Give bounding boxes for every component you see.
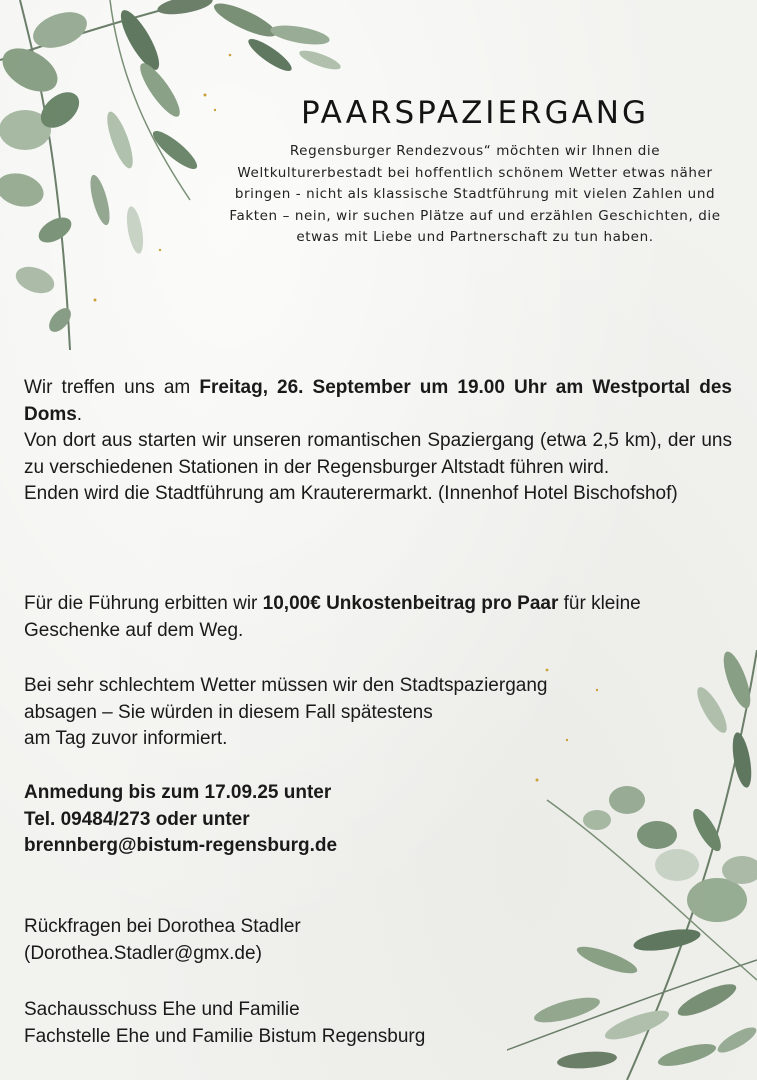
registration-phone[interactable]: Tel. 09484/273 oder unter	[24, 808, 250, 830]
weather-line-3: am Tag zuvor informiert.	[24, 728, 228, 749]
weather-section	[24, 673, 732, 753]
meeting-date-location: Freitag, 26. September um 19.00 Uhr am Westportal des Doms	[24, 377, 732, 425]
registration-section	[24, 780, 732, 860]
meeting-prefix: Wir treffen uns am	[24, 377, 200, 398]
contact-email[interactable]: (Dorothea.Stadler@gmx.de)	[24, 942, 262, 964]
end-text: Enden wird die Stadtführung am Krauterermarkt. (Innenhof Hotel Bischofshof)	[24, 483, 678, 504]
route-text: Von dort aus starten wir unseren romantischen Spaziergang (etwa 2,5 km), der uns zu verschiedenen Stationen in der Regensburger Altstadt führen wird.	[24, 430, 732, 478]
organizer-line-1: Sachausschuss Ehe und Familie	[24, 999, 300, 1020]
organizer-section	[24, 997, 732, 1050]
contact-name: Rückfragen bei Dorothea Stadler	[24, 916, 301, 937]
registration-deadline: Anmedung bis zum 17.09.25 unter	[24, 782, 332, 803]
intro-text: Regensburger Rendezvous“ möchten wir Ihnen die Weltkulturerbestadt bei hoffentlich schönem Wetter etwas näher bringen - nicht als klassische Stadtführung mit vielen Zahlen und Fakten – nein, wir suchen Plätze auf und erzählen Geschichten, die etwas mit Liebe und Partnerschaft zu tun haben.	[229, 143, 721, 245]
weather-line-1: Bei sehr schlechtem Wetter müssen wir den Stadtspaziergang	[24, 675, 548, 696]
fee-amount: 10,00€ Unkostenbeitrag pro Paar	[262, 593, 559, 614]
page-title: PAARSPAZIERGANG	[300, 95, 650, 131]
organizer-line-2: Fachstelle Ehe und Familie Bistum Regensburg	[24, 1025, 426, 1047]
weather-line-2: absagen – Sie würden in diesem Fall spätestens	[24, 701, 433, 723]
fee-suffix: für kleine Geschenke auf dem Weg.	[24, 593, 641, 641]
registration-email[interactable]: brennberg@bistum-regensburg.de	[24, 835, 338, 856]
contact-section	[24, 914, 732, 967]
fee-section	[24, 591, 732, 644]
fee-prefix: Für die Führung erbitten wir	[24, 593, 263, 614]
meeting-suffix: .	[76, 403, 83, 425]
meeting-section	[24, 375, 732, 508]
